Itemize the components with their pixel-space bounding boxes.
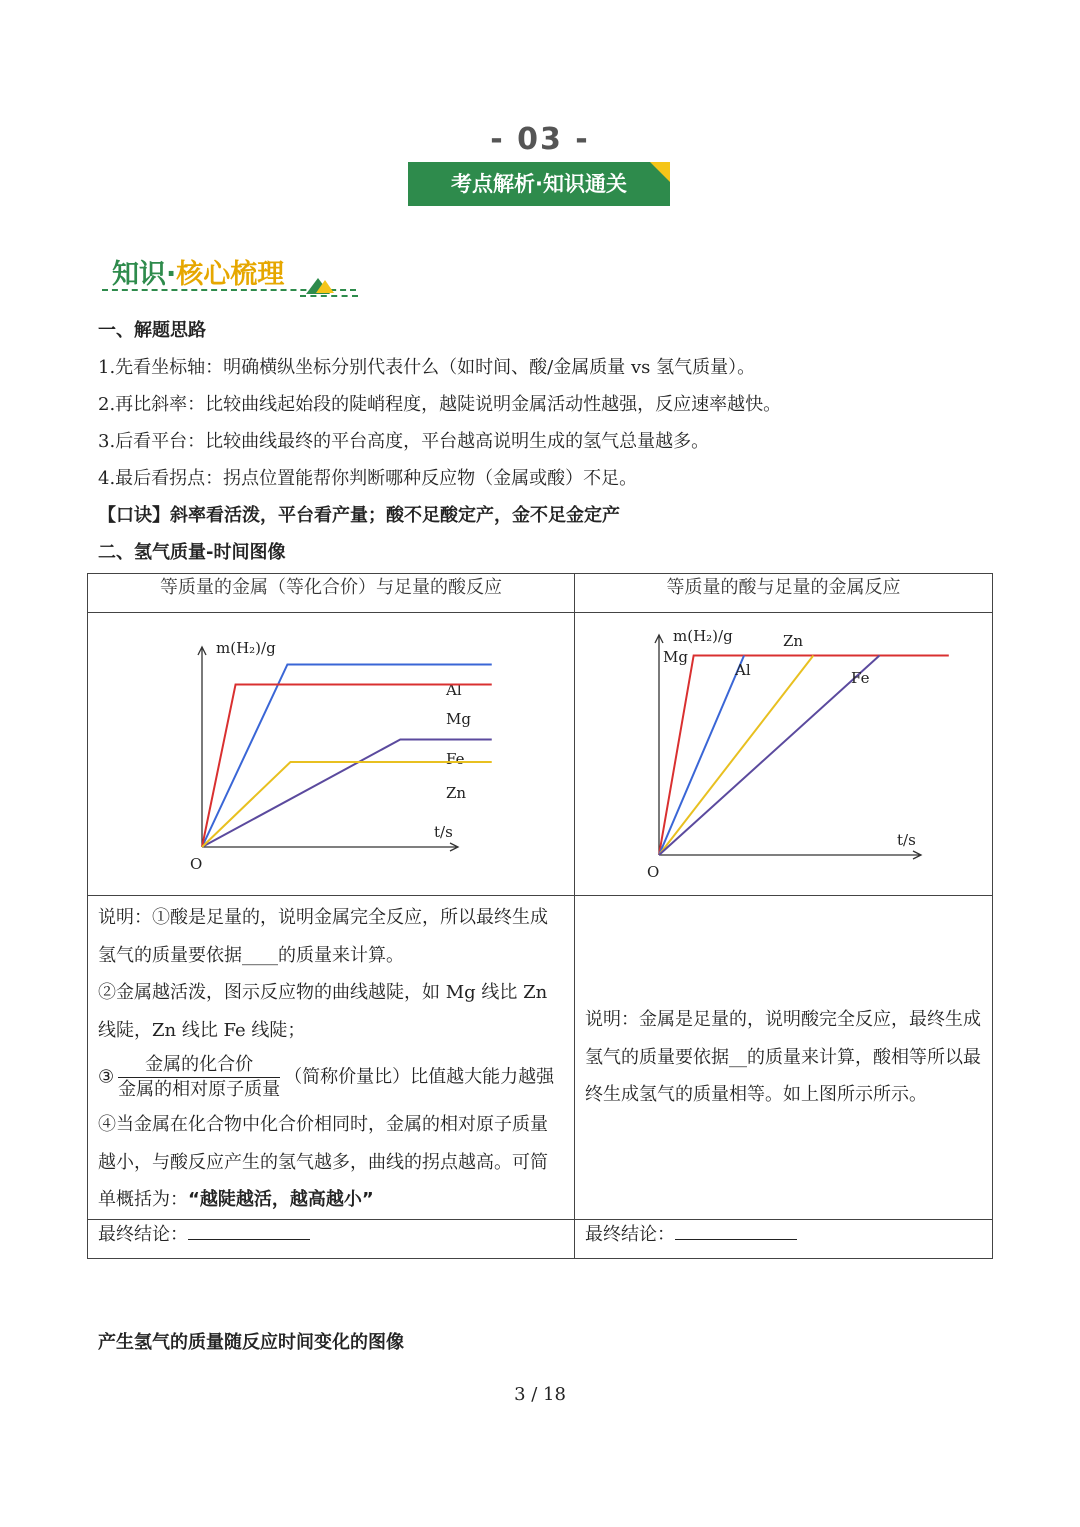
series-label-al: Al: [735, 661, 751, 679]
right-conclusion-blank: [675, 1221, 797, 1240]
chart-left: [88, 613, 575, 891]
section1-item-4: 4.最后看拐点：拐点位置能帮你判断哪种反应物（金属或酸）不足。: [98, 468, 638, 489]
left-conclusion: [88, 1219, 575, 1258]
origin-label: O: [190, 855, 203, 873]
subtitle-underline-2: [300, 295, 358, 297]
series-label-zn: Zn: [446, 784, 467, 802]
right-description: 说明：金属是足量的，说明酸完全反应，最终生成氢气的质量要依据__的质量来计算，酸相等所以最终生成氢气的质量相等。如上图所示所示。: [575, 896, 993, 1220]
section2-heading: 二、氢气质量-时间图像: [98, 542, 286, 563]
chart-cell-right: [575, 613, 993, 896]
series-label-fe: Fe: [446, 750, 465, 768]
series-line-fe: [659, 656, 880, 856]
col1-header: 等质量的金属（等化合价）与足量的酸反应: [88, 574, 575, 613]
valence-mass-fraction: [118, 1053, 280, 1102]
subtitle-part-b: 核心梳理: [176, 259, 285, 290]
left-conclusion-label: 最终结论：: [98, 1223, 188, 1245]
left-desc-line2: ②金属越活泼，图示反应物的曲线越陡，如 Mg 线比 Zn 线陡，Zn 线比 Fe 线陡；: [98, 982, 548, 1041]
comparison-table: [87, 573, 993, 1259]
left-conclusion-blank: [188, 1221, 310, 1240]
section1-item-3: 3.后看平台：比较曲线最终的平台高度，平台越高说明生成的氢气总量越多。: [98, 431, 710, 452]
fraction-prefix: ③: [98, 1066, 115, 1088]
series-label-fe: Fe: [851, 669, 870, 687]
right-conclusion-label: 最终结论：: [585, 1223, 675, 1245]
section-number: - 03 -: [490, 122, 590, 157]
left-description: [88, 896, 575, 1220]
fraction-numerator: 金属的化合价: [118, 1053, 280, 1078]
col2-header: 等质量的酸与足量的金属反应: [575, 574, 993, 613]
left-desc-quote: “越陡越活，越高越小”: [188, 1189, 374, 1210]
section-banner: 考点解析·知识通关: [408, 162, 670, 206]
series-line-zn: [659, 656, 813, 856]
y-axis-label: m(H₂)/g: [216, 639, 276, 657]
left-desc-line1: 说明：①酸是足量的，说明金属完全反应，所以最终生成氢气的质量要依据____的质量来计算。: [98, 907, 548, 966]
x-axis-label: t/s: [897, 831, 916, 849]
series-label-al: Al: [446, 681, 462, 699]
footer-heading: 产生氢气的质量随反应时间变化的图像: [98, 1332, 404, 1353]
section1-item-1: 1.先看坐标轴：明确横纵坐标分别代表什么（如时间、酸/金属质量 vs 氢气质量）。: [98, 357, 756, 378]
page-number: 3 / 18: [514, 1384, 566, 1405]
chart-right: [575, 613, 993, 891]
section1-heading: 一、解题思路: [98, 320, 206, 341]
x-axis-label: t/s: [434, 823, 453, 841]
series-line-al: [659, 656, 744, 856]
left-desc-fraction-line: [98, 1053, 564, 1102]
fraction-denominator: 金属的相对原子质量: [118, 1079, 281, 1100]
chart-cell-left: [88, 613, 575, 896]
section1-item-2: 2.再比斜率：比较曲线起始段的陡峭程度，越陡说明金属活动性越强，反应速率越快。: [98, 394, 782, 415]
banner-corner-decoration: [650, 162, 670, 182]
subtitle-part-a: 知识·: [112, 259, 177, 290]
origin-label: O: [647, 863, 660, 881]
series-label-zn: Zn: [783, 632, 804, 650]
subtitle: [112, 252, 284, 291]
left-desc-line4: ④当金属在化合物中化合价相同时，金属的相对原子质量越小，与酸反应产生的氢气越多，曲线的拐点越高。可简单概括为：: [98, 1114, 548, 1210]
mountain-peak-icon: [316, 280, 334, 293]
left-desc-line4-wrap: [98, 1106, 564, 1219]
fraction-suffix: （简称价量比）比值越大能力越强: [284, 1066, 555, 1088]
right-conclusion: [575, 1219, 993, 1258]
y-axis-label: m(H₂)/g: [673, 627, 733, 645]
series-label-mg: Mg: [446, 710, 471, 728]
mnemonic: 【口诀】斜率看活泼，平台看产量；酸不足酸定产，金不足金定产: [98, 505, 620, 526]
series-label-mg: Mg: [663, 648, 688, 666]
